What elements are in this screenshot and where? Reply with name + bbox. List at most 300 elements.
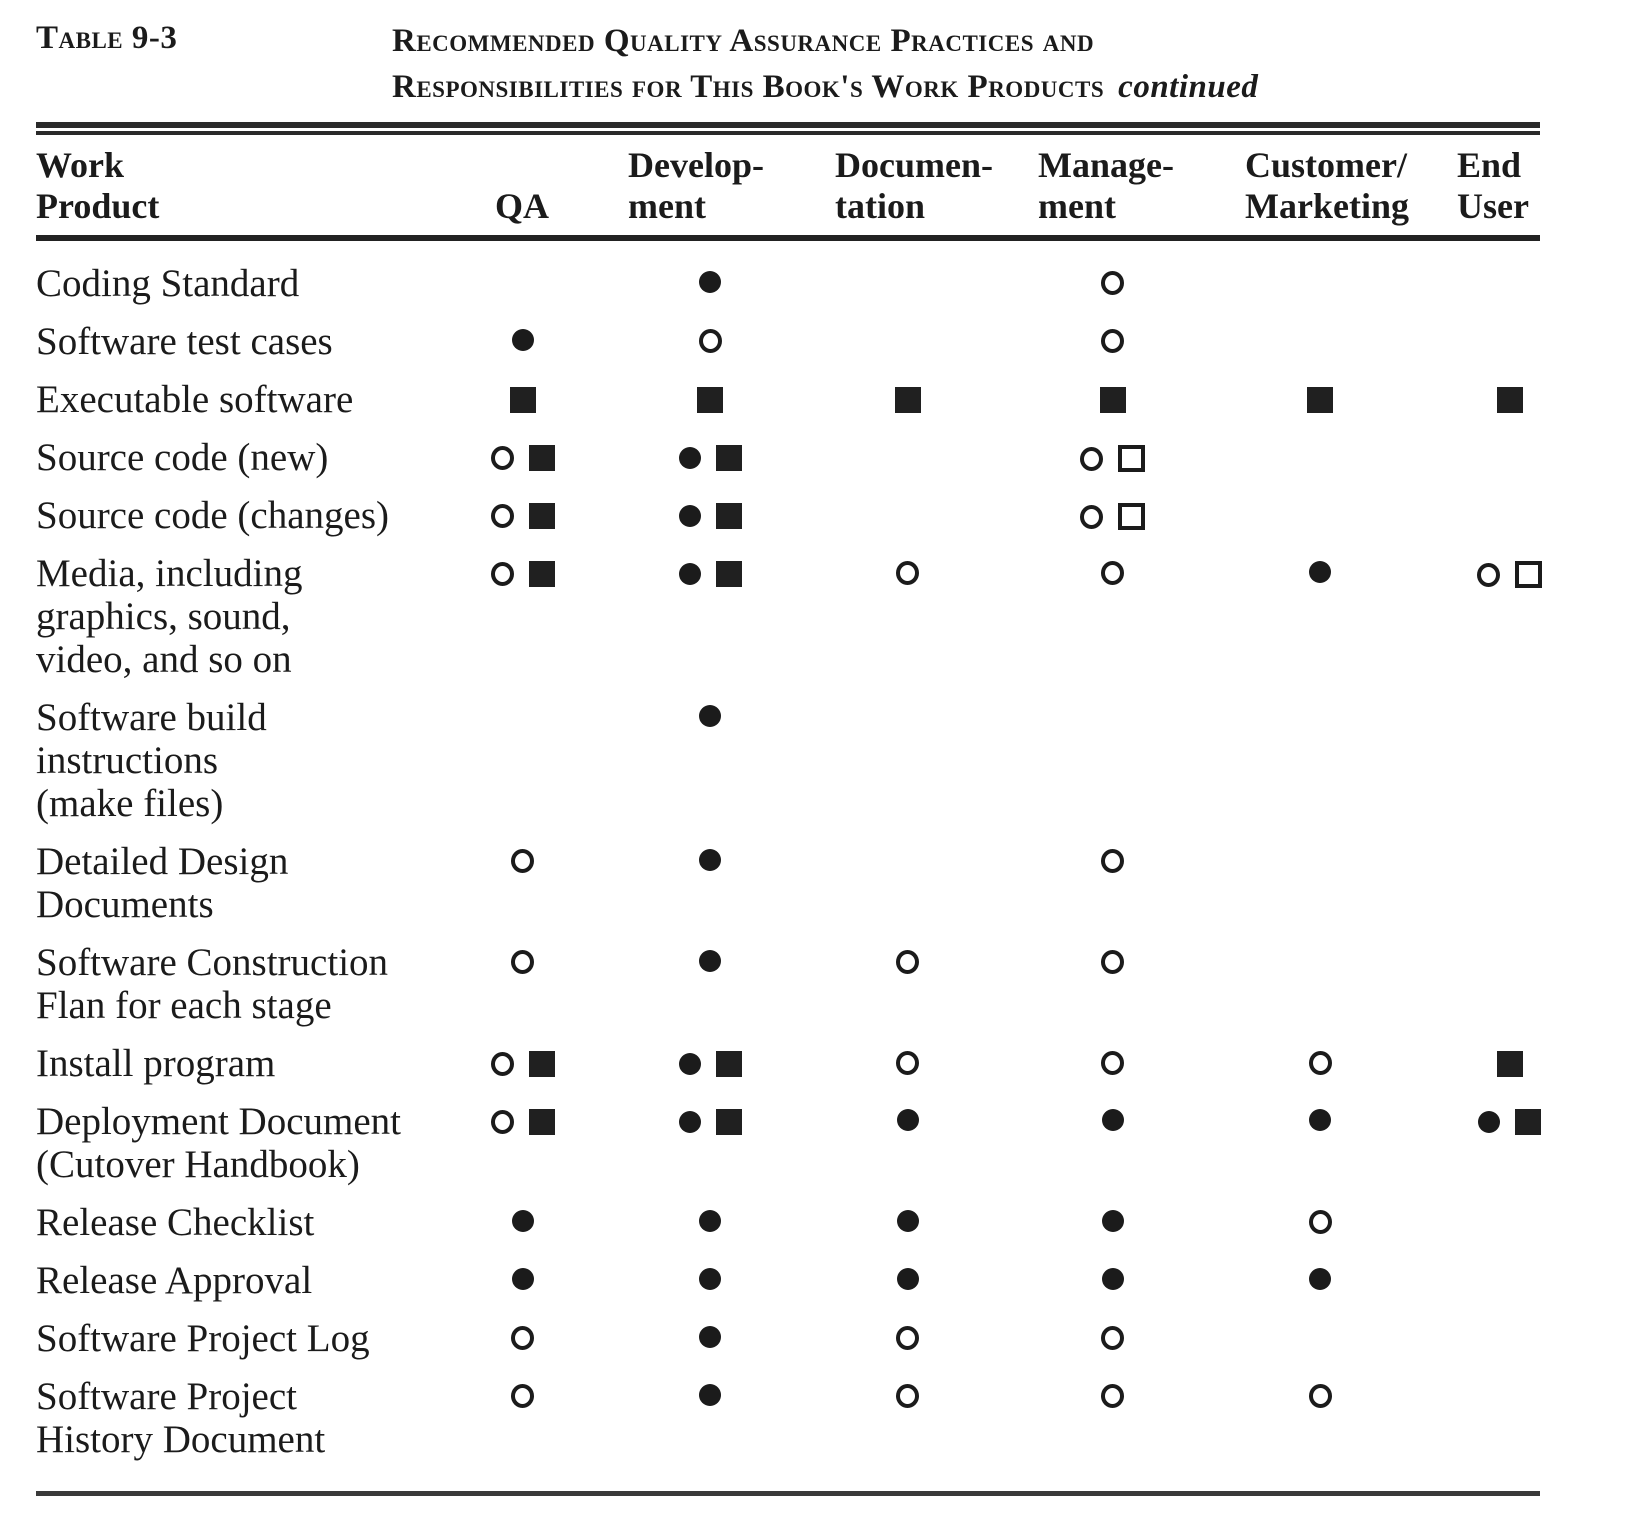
table-row — [36, 255, 1540, 313]
symbol-cell-qa — [460, 696, 585, 705]
open-circle-icon — [511, 1326, 534, 1350]
symbol-group — [460, 1268, 585, 1290]
symbol-cell-qa — [460, 320, 585, 351]
symbol-cell-documentation — [835, 941, 980, 974]
work-product-line: Executable software — [36, 378, 354, 421]
filled-circle-icon — [1309, 561, 1331, 583]
symbol-cell-end-user — [1395, 696, 1540, 705]
column-header-development — [585, 145, 835, 227]
symbol-group — [585, 705, 835, 727]
filled-circle-icon — [699, 1210, 721, 1232]
symbol-group — [460, 503, 585, 529]
open-circle-icon — [491, 1110, 514, 1134]
work-product-line: Flan for each stage — [36, 984, 332, 1027]
column-header-line: Manage- — [1038, 145, 1174, 185]
symbol-cell-qa — [460, 1259, 585, 1290]
filled-square-icon — [529, 561, 555, 587]
work-product-line: video, and so on — [36, 638, 292, 681]
filled-circle-icon — [699, 950, 721, 972]
symbol-cell-customer-marketing — [1245, 262, 1395, 271]
open-circle-icon — [1101, 1051, 1124, 1075]
symbol-group — [980, 387, 1245, 413]
table-row — [36, 1093, 1540, 1194]
open-circle-icon — [896, 561, 919, 585]
column-header-line: Work — [36, 145, 125, 185]
symbol-group — [980, 271, 1245, 295]
symbol-group — [460, 950, 585, 974]
filled-circle-icon — [897, 1268, 919, 1290]
table-row — [36, 1310, 1540, 1368]
open-circle-icon — [1101, 271, 1124, 295]
symbol-cell-customer-marketing — [1245, 378, 1395, 413]
symbol-group — [980, 561, 1245, 585]
filled-square-icon — [1497, 1051, 1523, 1077]
open-circle-icon — [896, 1326, 919, 1350]
symbol-cell-end-user — [1395, 1375, 1540, 1384]
symbol-cell-documentation — [835, 1317, 980, 1350]
symbol-cell-documentation — [835, 840, 980, 849]
work-product-line: Software build — [36, 696, 267, 739]
work-product-cell — [36, 1259, 460, 1302]
table-row — [36, 1035, 1540, 1093]
table-title-line-2-text: Responsibilities for This Book's Work Products — [392, 69, 1105, 105]
symbol-cell-development — [585, 1201, 835, 1232]
symbol-cell-development — [585, 552, 835, 587]
work-product-line: Software Project Log — [36, 1317, 370, 1360]
filled-circle-icon — [512, 329, 534, 351]
symbol-group — [585, 1384, 835, 1406]
work-product-cell — [36, 1375, 460, 1461]
symbol-group — [585, 1268, 835, 1290]
work-product-cell — [36, 262, 460, 305]
symbol-cell-end-user — [1395, 1100, 1540, 1135]
column-header-line: Documen- — [835, 145, 993, 185]
symbol-group — [460, 561, 585, 587]
symbol-cell-documentation — [835, 378, 980, 413]
work-product-cell — [36, 1042, 460, 1085]
work-product-cell — [36, 941, 460, 1027]
symbol-group — [835, 387, 980, 413]
column-header-line: ment — [1038, 186, 1116, 226]
table-title — [392, 18, 1540, 110]
work-product-line: Install program — [36, 1042, 276, 1085]
open-circle-icon — [491, 562, 514, 586]
work-product-line: (make files) — [36, 782, 224, 825]
symbol-group — [1437, 561, 1582, 588]
open-circle-icon — [1309, 1210, 1332, 1234]
open-circle-icon — [1101, 849, 1124, 873]
symbol-cell-qa — [460, 552, 585, 587]
filled-circle-icon — [897, 1210, 919, 1232]
filled-square-icon — [1100, 387, 1126, 413]
work-product-cell — [36, 320, 460, 363]
work-product-line: (Cutover Handbook) — [36, 1143, 360, 1186]
work-product-cell — [36, 1317, 460, 1360]
symbol-cell-development — [585, 941, 835, 972]
work-product-line: Detailed Design — [36, 840, 289, 883]
open-circle-icon — [896, 1051, 919, 1075]
symbol-cell-qa — [460, 262, 585, 271]
table-row — [36, 487, 1540, 545]
symbol-cell-development — [585, 840, 835, 871]
column-header-line: ment — [628, 186, 706, 226]
symbol-cell-documentation — [835, 494, 980, 503]
symbol-group — [835, 1326, 980, 1350]
symbol-group — [980, 1268, 1245, 1290]
symbol-cell-qa — [460, 436, 585, 471]
top-double-rule — [36, 122, 1540, 135]
symbol-cell-documentation — [835, 1259, 980, 1290]
work-product-cell — [36, 1201, 460, 1244]
symbol-cell-customer-marketing — [1245, 1259, 1395, 1290]
filled-square-icon — [716, 1051, 742, 1077]
table-title-line-1: Recommended Quality Assurance Practices and — [392, 23, 1095, 59]
open-circle-icon — [1101, 329, 1124, 353]
bottom-rule — [36, 1491, 1540, 1496]
symbol-cell-end-user — [1395, 494, 1540, 503]
symbol-group — [1245, 387, 1395, 413]
symbol-cell-end-user — [1395, 436, 1540, 445]
symbol-cell-development — [585, 1259, 835, 1290]
symbol-cell-management — [980, 494, 1245, 530]
symbol-cell-management — [980, 1201, 1245, 1232]
symbol-group — [460, 1210, 585, 1232]
symbol-group — [1245, 1210, 1395, 1234]
column-header-line: User — [1457, 186, 1529, 226]
filled-square-icon — [1307, 387, 1333, 413]
symbol-cell-end-user — [1395, 1042, 1540, 1077]
column-header-line: Product — [36, 186, 160, 226]
filled-square-icon — [895, 387, 921, 413]
symbol-cell-qa — [460, 840, 585, 873]
symbol-cell-qa — [460, 494, 585, 529]
table-row — [36, 429, 1540, 487]
symbol-group — [1437, 1051, 1582, 1077]
filled-circle-icon — [1102, 1210, 1124, 1232]
symbol-group — [1437, 387, 1582, 413]
symbol-group — [585, 1051, 835, 1077]
symbol-group — [585, 387, 835, 413]
symbol-cell-management — [980, 840, 1245, 873]
filled-square-icon — [716, 445, 742, 471]
work-product-line: Release Checklist — [36, 1201, 315, 1244]
symbol-group — [1245, 1268, 1395, 1290]
open-square-icon — [1118, 503, 1145, 530]
symbol-cell-development — [585, 378, 835, 413]
symbol-cell-qa — [460, 1100, 585, 1135]
symbol-cell-development — [585, 696, 835, 727]
open-circle-icon — [1080, 447, 1103, 471]
open-circle-icon — [1080, 505, 1103, 529]
symbol-cell-end-user — [1395, 1317, 1540, 1326]
column-header-line: QA — [495, 186, 549, 226]
symbol-group — [1245, 1051, 1395, 1075]
work-product-cell — [36, 378, 460, 421]
symbol-group — [585, 950, 835, 972]
symbol-cell-end-user — [1395, 320, 1540, 329]
symbol-cell-customer-marketing — [1245, 320, 1395, 329]
symbol-cell-documentation — [835, 1201, 980, 1232]
filled-square-icon — [697, 387, 723, 413]
symbol-cell-development — [585, 1100, 835, 1135]
work-product-cell — [36, 494, 460, 537]
column-header-line: Marketing — [1245, 186, 1409, 226]
filled-square-icon — [529, 445, 555, 471]
symbol-group — [1245, 1384, 1395, 1408]
symbol-cell-management — [980, 378, 1245, 413]
table-body — [36, 241, 1540, 1469]
symbol-group — [460, 849, 585, 873]
symbol-cell-end-user — [1395, 378, 1540, 413]
symbol-group — [980, 1210, 1245, 1232]
symbol-cell-customer-marketing — [1245, 494, 1395, 503]
table-row — [36, 689, 1540, 833]
symbol-group — [585, 1109, 835, 1135]
table-row — [36, 371, 1540, 429]
column-header-end-user — [1395, 145, 1540, 227]
filled-circle-icon — [1478, 1111, 1500, 1133]
work-product-line: History Document — [36, 1418, 326, 1461]
symbol-cell-documentation — [835, 1042, 980, 1075]
symbol-cell-development — [585, 1375, 835, 1406]
symbol-cell-management — [980, 262, 1245, 295]
symbol-cell-documentation — [835, 552, 980, 585]
symbol-cell-management — [980, 1317, 1245, 1350]
table-row — [36, 833, 1540, 934]
symbol-cell-documentation — [835, 696, 980, 705]
filled-circle-icon — [679, 505, 701, 527]
open-circle-icon — [896, 1384, 919, 1408]
filled-circle-icon — [699, 1268, 721, 1290]
symbol-group — [585, 271, 835, 293]
symbol-group — [460, 1326, 585, 1350]
filled-circle-icon — [699, 1326, 721, 1348]
filled-circle-icon — [1102, 1268, 1124, 1290]
work-product-line: Source code (changes) — [36, 494, 389, 537]
symbol-cell-end-user — [1395, 941, 1540, 950]
filled-square-icon — [529, 1051, 555, 1077]
open-circle-icon — [491, 504, 514, 528]
filled-circle-icon — [699, 1384, 721, 1406]
table-row — [36, 1194, 1540, 1252]
column-header-customer-marketing — [1245, 145, 1409, 227]
symbol-cell-management — [980, 436, 1245, 472]
filled-circle-icon — [897, 1109, 919, 1131]
symbol-group — [585, 849, 835, 871]
symbol-group — [585, 445, 835, 471]
filled-circle-icon — [699, 705, 721, 727]
column-header-management — [980, 145, 1245, 227]
table-row — [36, 545, 1540, 689]
symbol-cell-development — [585, 320, 835, 353]
symbol-cell-qa — [460, 1317, 585, 1350]
symbol-cell-end-user — [1395, 840, 1540, 849]
symbol-group — [980, 445, 1245, 472]
symbol-cell-customer-marketing — [1245, 1100, 1395, 1131]
table-row — [36, 1368, 1540, 1469]
table-header-row — [36, 135, 1540, 235]
column-header-line: End — [1457, 145, 1522, 185]
open-circle-icon — [1309, 1384, 1332, 1408]
filled-circle-icon — [512, 1268, 534, 1290]
symbol-cell-qa — [460, 1201, 585, 1232]
symbol-cell-development — [585, 1042, 835, 1077]
column-header-line: Develop- — [628, 145, 764, 185]
filled-square-icon — [716, 1109, 742, 1135]
symbol-cell-customer-marketing — [1245, 1042, 1395, 1075]
symbol-cell-documentation — [835, 1100, 980, 1131]
symbol-cell-customer-marketing — [1245, 696, 1395, 705]
symbol-cell-end-user — [1395, 262, 1540, 271]
open-circle-icon — [1101, 561, 1124, 585]
open-circle-icon — [1101, 950, 1124, 974]
symbol-cell-customer-marketing — [1245, 436, 1395, 445]
open-circle-icon — [511, 1384, 534, 1408]
table-title-line-2 — [392, 64, 1540, 110]
symbol-cell-management — [980, 1042, 1245, 1075]
filled-circle-icon — [1309, 1268, 1331, 1290]
symbol-group — [980, 1051, 1245, 1075]
filled-square-icon — [1497, 387, 1523, 413]
symbol-group — [460, 1109, 585, 1135]
symbol-cell-qa — [460, 1375, 585, 1408]
symbol-cell-documentation — [835, 436, 980, 445]
filled-square-icon — [716, 561, 742, 587]
table-row — [36, 934, 1540, 1035]
open-circle-icon — [511, 950, 534, 974]
symbol-cell-management — [980, 320, 1245, 353]
open-circle-icon — [1101, 1326, 1124, 1350]
work-product-line: Software test cases — [36, 320, 333, 363]
open-circle-icon — [491, 1052, 514, 1076]
symbol-cell-development — [585, 1317, 835, 1348]
filled-circle-icon — [679, 447, 701, 469]
symbol-group — [1437, 1109, 1582, 1135]
symbol-group — [835, 1210, 980, 1232]
symbol-group — [980, 1384, 1245, 1408]
table-row — [36, 1252, 1540, 1310]
symbol-cell-management — [980, 1100, 1245, 1131]
open-circle-icon — [511, 849, 534, 873]
open-circle-icon — [1309, 1051, 1332, 1075]
filled-square-icon — [529, 1109, 555, 1135]
symbol-cell-customer-marketing — [1245, 1317, 1395, 1326]
filled-circle-icon — [679, 1053, 701, 1075]
work-product-line: graphics, sound, — [36, 595, 291, 638]
symbol-group — [980, 1109, 1245, 1131]
filled-circle-icon — [699, 271, 721, 293]
symbol-group — [980, 329, 1245, 353]
symbol-group — [460, 329, 585, 351]
work-product-line: instructions — [36, 739, 218, 782]
work-product-line: Deployment Document — [36, 1100, 401, 1143]
filled-square-icon — [716, 503, 742, 529]
symbol-group — [460, 445, 585, 471]
symbol-group — [835, 561, 980, 585]
symbol-cell-management — [980, 941, 1245, 974]
symbol-cell-management — [980, 1375, 1245, 1408]
filled-circle-icon — [1102, 1109, 1124, 1131]
filled-square-icon — [510, 387, 536, 413]
open-circle-icon — [1101, 1384, 1124, 1408]
symbol-cell-qa — [460, 1042, 585, 1077]
symbol-cell-documentation — [835, 1375, 980, 1408]
symbol-group — [585, 329, 835, 353]
symbol-cell-customer-marketing — [1245, 840, 1395, 849]
symbol-cell-customer-marketing — [1245, 552, 1395, 583]
filled-circle-icon — [679, 1111, 701, 1133]
open-circle-icon — [896, 950, 919, 974]
open-square-icon — [1118, 445, 1145, 472]
symbol-group — [980, 1326, 1245, 1350]
table-row — [36, 313, 1540, 371]
symbol-cell-development — [585, 436, 835, 471]
filled-circle-icon — [699, 849, 721, 871]
work-product-line: Documents — [36, 883, 214, 926]
open-circle-icon — [699, 329, 722, 353]
symbol-group — [835, 1051, 980, 1075]
work-product-cell — [36, 1100, 460, 1186]
filled-square-icon — [529, 503, 555, 529]
symbol-group — [835, 1384, 980, 1408]
work-product-cell — [36, 552, 460, 681]
column-header-line: Customer/ — [1245, 145, 1407, 185]
work-product-line: Coding Standard — [36, 262, 300, 305]
symbol-cell-end-user — [1395, 1201, 1540, 1210]
symbol-group — [980, 950, 1245, 974]
symbol-cell-management — [980, 696, 1245, 705]
open-square-icon — [1515, 561, 1542, 588]
work-product-line: Media, including — [36, 552, 303, 595]
work-product-line: Source code (new) — [36, 436, 329, 479]
filled-circle-icon — [512, 1210, 534, 1232]
symbol-group — [1245, 561, 1395, 583]
symbol-cell-end-user — [1395, 1259, 1540, 1268]
column-header-line: tation — [835, 186, 925, 226]
symbol-cell-documentation — [835, 320, 980, 329]
column-header-documentation — [835, 145, 993, 227]
symbol-cell-end-user — [1395, 552, 1540, 588]
work-product-line: Release Approval — [36, 1259, 313, 1302]
symbol-group — [980, 503, 1245, 530]
work-product-cell — [36, 696, 460, 825]
symbol-group — [1245, 1109, 1395, 1131]
symbol-cell-management — [980, 1259, 1245, 1290]
filled-circle-icon — [679, 563, 701, 585]
symbol-group — [460, 387, 585, 413]
open-circle-icon — [491, 446, 514, 470]
symbol-group — [835, 1268, 980, 1290]
work-product-line: Software Project — [36, 1375, 298, 1418]
symbol-cell-qa — [460, 941, 585, 974]
column-header-work-product — [36, 145, 460, 227]
open-circle-icon — [1477, 563, 1500, 587]
work-product-line: Software Construction — [36, 941, 389, 984]
symbol-group — [585, 561, 835, 587]
symbol-cell-development — [585, 262, 835, 293]
table-label: Table 9-3 — [36, 20, 178, 56]
symbol-group — [460, 1384, 585, 1408]
symbol-group — [460, 1051, 585, 1077]
symbol-cell-customer-marketing — [1245, 1375, 1395, 1408]
symbol-cell-management — [980, 552, 1245, 585]
work-product-cell — [36, 840, 460, 926]
symbol-group — [835, 1109, 980, 1131]
filled-square-icon — [1515, 1109, 1541, 1135]
symbol-group — [585, 1326, 835, 1348]
work-product-cell — [36, 436, 460, 479]
symbol-cell-documentation — [835, 262, 980, 271]
